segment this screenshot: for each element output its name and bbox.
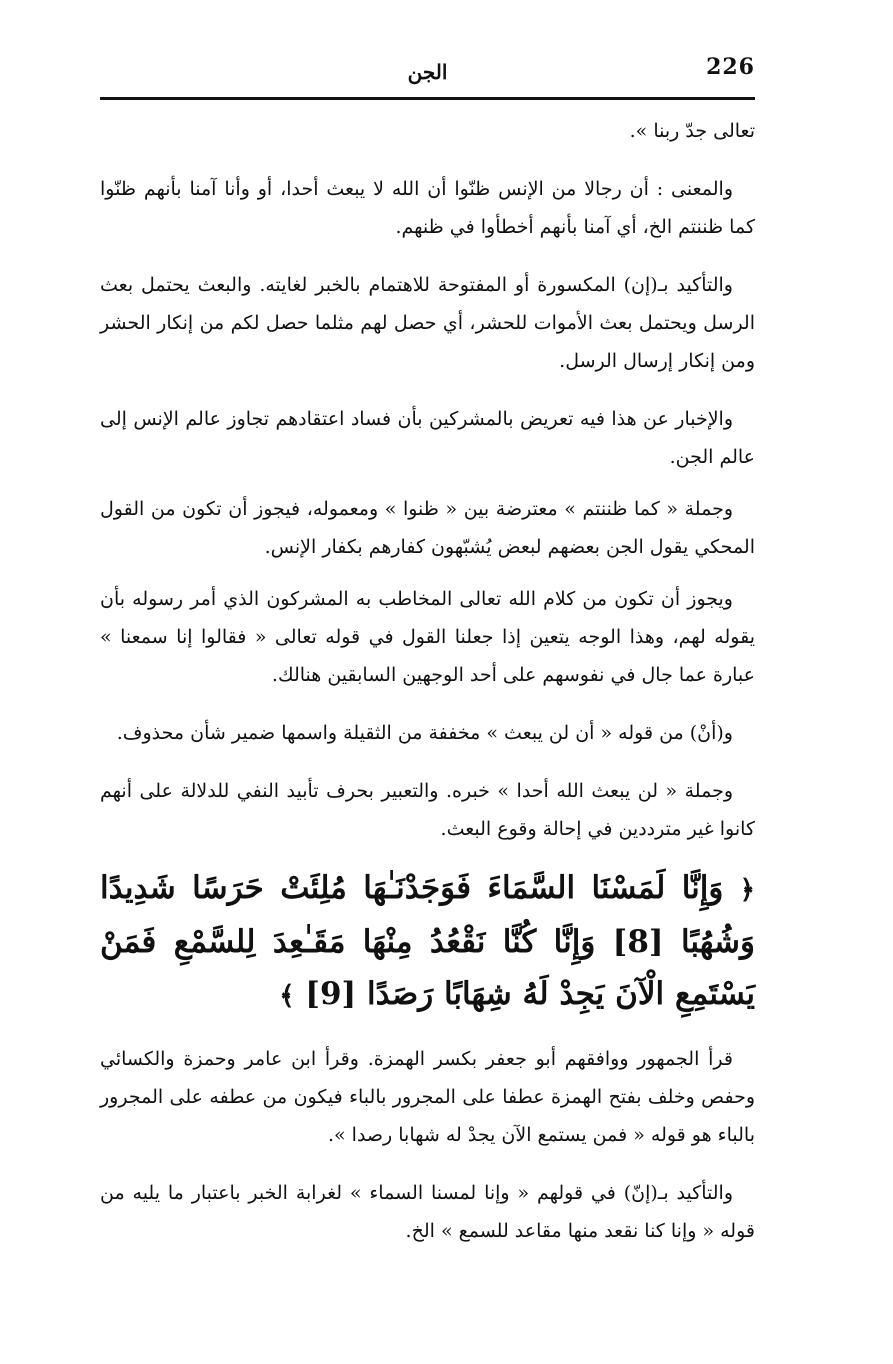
verse-number: [8]	[612, 924, 664, 960]
paragraph: قرأ الجمهور ووافقهم أبو جعفر بكسر الهمزة. وقرأ ابن عامر وحمزة والكسائي وحفص وخلف بفتح الهمزة عطفا على المجرور بالباء فيكون من عطفه على المجرور بالباء هو قوله « فمن يستمع الآن يجدْ له شهابا رصدا ».	[100, 1048, 755, 1146]
ornate-close-bracket: ﴾	[279, 981, 295, 1011]
quran-verse-block	[100, 862, 755, 1022]
body-text	[100, 112, 755, 1270]
verse-text: وَإِنَّا كُنَّا نَقْعُدُ مِنْهَا مَقَـٰعِدَ لِلسَّمْعِ فَمَنْ يَسْتَمِعِ الْآنَ يَجِدْ لَهُ شِهَابًا رَصَدًا	[100, 924, 755, 1012]
header-rule	[100, 97, 755, 100]
paragraph: تعالى جدّ ربنا ».	[629, 120, 755, 142]
page-header	[100, 40, 755, 100]
paragraph: والمعنى : أن رجالا من الإنس ظنّوا أن الله لا يبعث أحدا، أو وأنا آمنا بأنهم ظنّوا كما ظننتم الخ، أي آمنا بأنهم أخطأوا في ظنهم.	[100, 178, 755, 238]
running-title: الجن	[407, 60, 448, 84]
paragraph: وجملة « كما ظننتم » معترضة بين « ظنوا » ومعموله، فيجوز أن تكون من القول المحكي يقول الجن بعضهم لبعض يُشبّهون كفارهم بكفار الإنس.	[100, 498, 755, 558]
paragraph: وجملة « لن يبعث الله أحدا » خبره. والتعبير بحرف تأبيد النفي للدلالة على أنهم كانوا غير مترددين في إحالة وقوع البعث.	[100, 780, 755, 840]
paragraph: والإخبار عن هذا فيه تعريض بالمشركين بأن فساد اعتقادهم تجاوز عالم الإنس إلى عالم الجن.	[100, 408, 755, 468]
paragraph: والتأكيد بـ(إنّ) في قولهم « وإنا لمسنا السماء » لغرابة الخبر باعتبار ما يليه من قوله « وإنا كنا نقعد منها مقاعد للسمع » الخ.	[100, 1182, 755, 1242]
paragraph: و(أنْ) من قوله « أن لن يبعث » مخففة من الثقيلة واسمها ضمير شأن محذوف.	[116, 722, 733, 744]
verse-text: وَإِنَّا لَمَسْنَا السَّمَاءَ فَوَجَدْنَـٰهَا مُلِئَتْ حَرَسًا شَدِيدًا وَشُهُبًا	[100, 870, 755, 960]
page-number: 226	[706, 54, 755, 80]
paragraph: ويجوز أن تكون من كلام الله تعالى المخاطب به المشركون الذي أمر رسوله بأن يقوله لهم، وهذا الوجه يتعين إذا جعلنا القول في قوله تعالى « فقالوا إنا سمعنا » عبارة عما جال في نفوسهم على أحد الوجهين السابقين هنالك.	[100, 588, 755, 686]
ornate-open-bracket: ﴿	[739, 875, 755, 905]
verse-number: [9]	[305, 976, 357, 1012]
paragraph: والتأكيد بـ(إن) المكسورة أو المفتوحة للاهتمام بالخبر لغايته. والبعث يحتمل بعث الرسل ويحتمل بعث الأموات للحشر، أي حصل لهم مثلما حصل لكم من إنكار الحشر ومن إنكار إرسال الرسل.	[100, 274, 755, 372]
